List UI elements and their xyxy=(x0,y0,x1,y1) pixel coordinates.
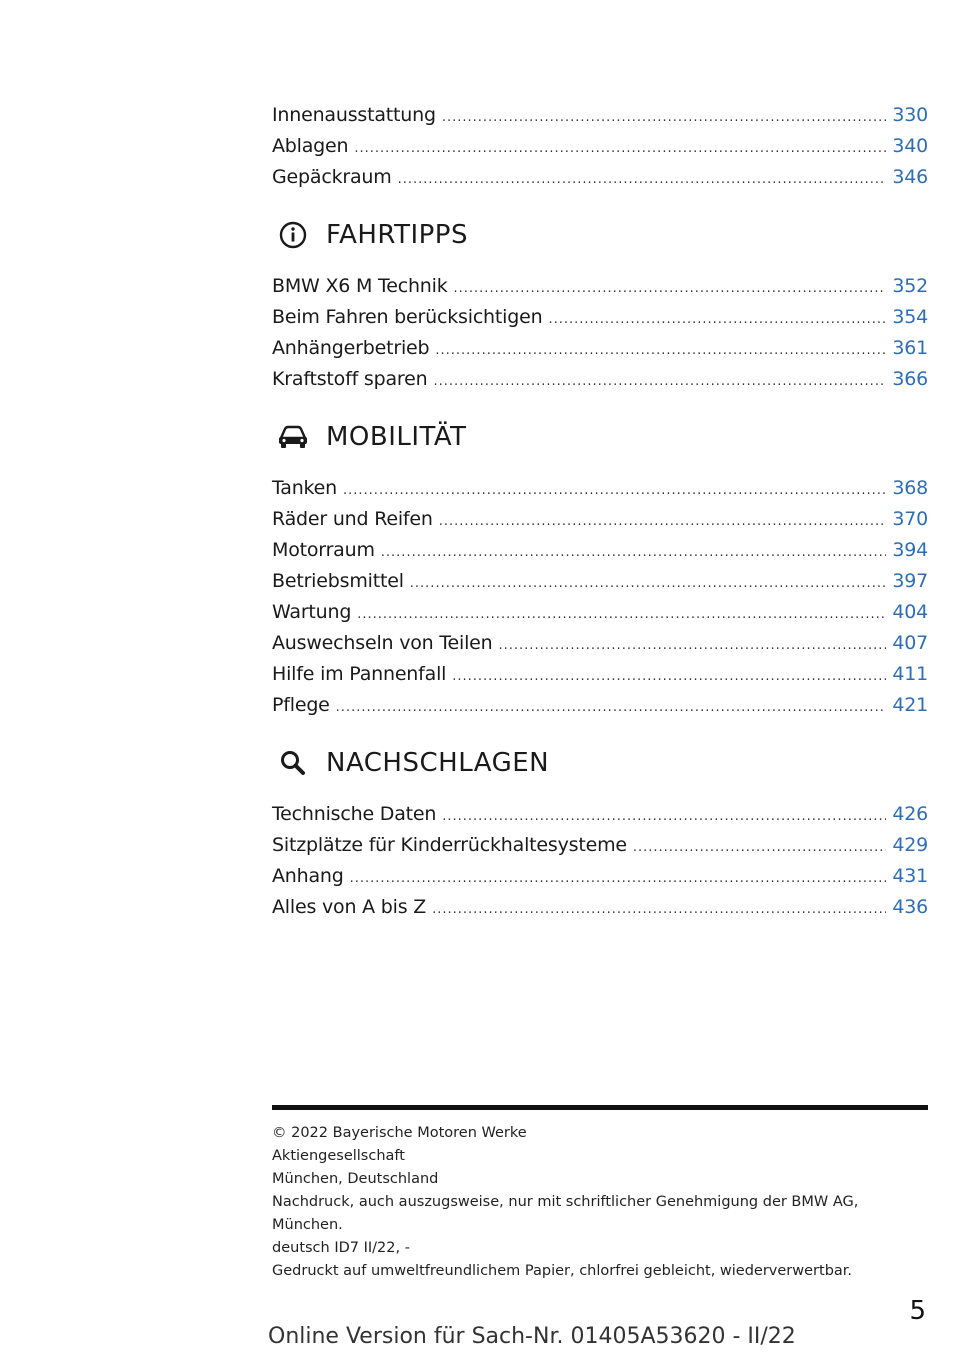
toc-entry-label: Innenausstattung xyxy=(272,104,436,126)
toc-page-link[interactable]: 429 xyxy=(892,834,928,856)
imprint-line: Aktiengesellschaft xyxy=(272,1148,405,1164)
section-title: NACHSCHLAGEN xyxy=(326,748,550,778)
leader-dots xyxy=(343,475,886,506)
leader-dots xyxy=(336,692,887,723)
section-heading-mobilitaet xyxy=(272,406,928,468)
toc-entry-label: Betriebsmittel xyxy=(272,570,404,592)
leader-dots xyxy=(439,506,887,537)
toc-entry[interactable] xyxy=(272,131,928,162)
toc-entry-label: Motorraum xyxy=(272,539,375,561)
leader-dots xyxy=(442,102,886,133)
toc-entry[interactable] xyxy=(272,830,928,861)
toc-entry-label: Hilfe im Pannenfall xyxy=(272,663,447,685)
leader-dots xyxy=(499,630,887,661)
toc-entry[interactable] xyxy=(272,799,928,830)
imprint-line: Nachdruck, auch auszugsweise, nur mit schriftlicher Genehmigung der BMW AG, xyxy=(272,1194,859,1210)
leader-dots xyxy=(381,537,887,568)
leader-dots xyxy=(442,801,886,832)
toc-entry[interactable] xyxy=(272,597,928,628)
toc-entry-label: BMW X6 M Technik xyxy=(272,275,448,297)
imprint-block xyxy=(272,1122,912,1283)
toc-entry-label: Technische Daten xyxy=(272,803,437,825)
toc-page-link[interactable]: 404 xyxy=(892,601,928,623)
section-heading-nachschlagen xyxy=(272,732,928,794)
toc-entry[interactable] xyxy=(272,364,928,395)
toc-page-link[interactable]: 346 xyxy=(892,166,928,188)
toc-entry-label: Tanken xyxy=(272,477,338,499)
toc-entry[interactable] xyxy=(272,566,928,597)
toc-page-link[interactable]: 394 xyxy=(892,539,928,561)
toc-entry[interactable] xyxy=(272,100,928,131)
toc-entry-label: Auswechseln von Teilen xyxy=(272,632,493,654)
toc-page-link[interactable]: 366 xyxy=(892,368,928,390)
toc-entry-label: Pflege xyxy=(272,694,330,716)
toc-entry[interactable] xyxy=(272,302,928,333)
toc-entry[interactable] xyxy=(272,473,928,504)
imprint-line: Gedruckt auf umweltfreundlichem Papier, chlorfrei gebleicht, wiederverwertbar. xyxy=(272,1263,853,1279)
section-heading-fahrtipps xyxy=(272,204,928,266)
toc-page-link[interactable]: 436 xyxy=(892,896,928,918)
toc-page-link[interactable]: 411 xyxy=(892,663,928,685)
section-title: FAHRTIPPS xyxy=(326,220,468,250)
car-icon xyxy=(272,416,314,458)
toc-entry-label: Beim Fahren berücksichtigen xyxy=(272,306,543,328)
leader-dots xyxy=(452,661,886,692)
toc-entry[interactable] xyxy=(272,892,928,923)
toc-entry-label: Gepäckraum xyxy=(272,166,392,188)
toc-page-link[interactable]: 407 xyxy=(892,632,928,654)
imprint-line: deutsch ID7 II/22, - xyxy=(272,1240,410,1256)
leader-dots xyxy=(548,304,886,335)
toc-entry-label: Ablagen xyxy=(272,135,349,157)
toc-entry-label: Sitzplätze für Kinderrückhaltesysteme xyxy=(272,834,627,856)
leader-dots xyxy=(432,894,886,925)
imprint-line: München. xyxy=(272,1217,343,1233)
toc-entry-label: Anhang xyxy=(272,865,344,887)
leader-dots xyxy=(354,133,886,164)
toc-entry[interactable] xyxy=(272,333,928,364)
leader-dots xyxy=(398,164,887,195)
toc-entry-label: Anhängerbetrieb xyxy=(272,337,430,359)
leader-dots xyxy=(350,863,887,894)
toc-page-link[interactable]: 352 xyxy=(892,275,928,297)
toc-page-link[interactable]: 354 xyxy=(892,306,928,328)
toc-entry-label: Wartung xyxy=(272,601,352,623)
toc-page-link[interactable]: 330 xyxy=(892,104,928,126)
toc-entry[interactable] xyxy=(272,659,928,690)
toc-entry-label: Alles von A bis Z xyxy=(272,896,427,918)
toc-entry-label: Kraftstoff sparen xyxy=(272,368,428,390)
section-title: MOBILITÄT xyxy=(326,422,467,452)
leader-dots xyxy=(410,568,887,599)
imprint-line: München, Deutschland xyxy=(272,1171,439,1187)
toc-entry-label: Räder und Reifen xyxy=(272,508,433,530)
watermark-text: Online Version für Sach-Nr. 01405A53620 - II/22 xyxy=(268,1324,796,1349)
toc-entry[interactable] xyxy=(272,861,928,892)
imprint-line: © 2022 Bayerische Motoren Werke xyxy=(272,1125,527,1141)
toc-entry[interactable] xyxy=(272,690,928,721)
page-number: 5 xyxy=(909,1296,926,1326)
toc-entry[interactable] xyxy=(272,504,928,535)
toc-page-link[interactable]: 397 xyxy=(892,570,928,592)
leader-dots xyxy=(454,273,887,304)
leader-dots xyxy=(357,599,886,630)
toc-page-link[interactable]: 370 xyxy=(892,508,928,530)
toc-page-link[interactable]: 361 xyxy=(892,337,928,359)
divider-rule xyxy=(272,1105,928,1110)
leader-dots xyxy=(435,335,886,366)
toc-page-link[interactable]: 431 xyxy=(892,865,928,887)
toc-entry[interactable] xyxy=(272,535,928,566)
table-of-contents xyxy=(272,100,928,923)
toc-entry[interactable] xyxy=(272,271,928,302)
toc-entry[interactable] xyxy=(272,628,928,659)
leader-dots xyxy=(433,366,886,397)
toc-page-link[interactable]: 368 xyxy=(892,477,928,499)
toc-page-link[interactable]: 340 xyxy=(892,135,928,157)
leader-dots xyxy=(633,832,886,863)
toc-page-link[interactable]: 426 xyxy=(892,803,928,825)
toc-page-link[interactable]: 421 xyxy=(892,694,928,716)
toc-entry[interactable] xyxy=(272,162,928,193)
search-icon xyxy=(272,742,314,784)
info-icon xyxy=(272,214,314,256)
